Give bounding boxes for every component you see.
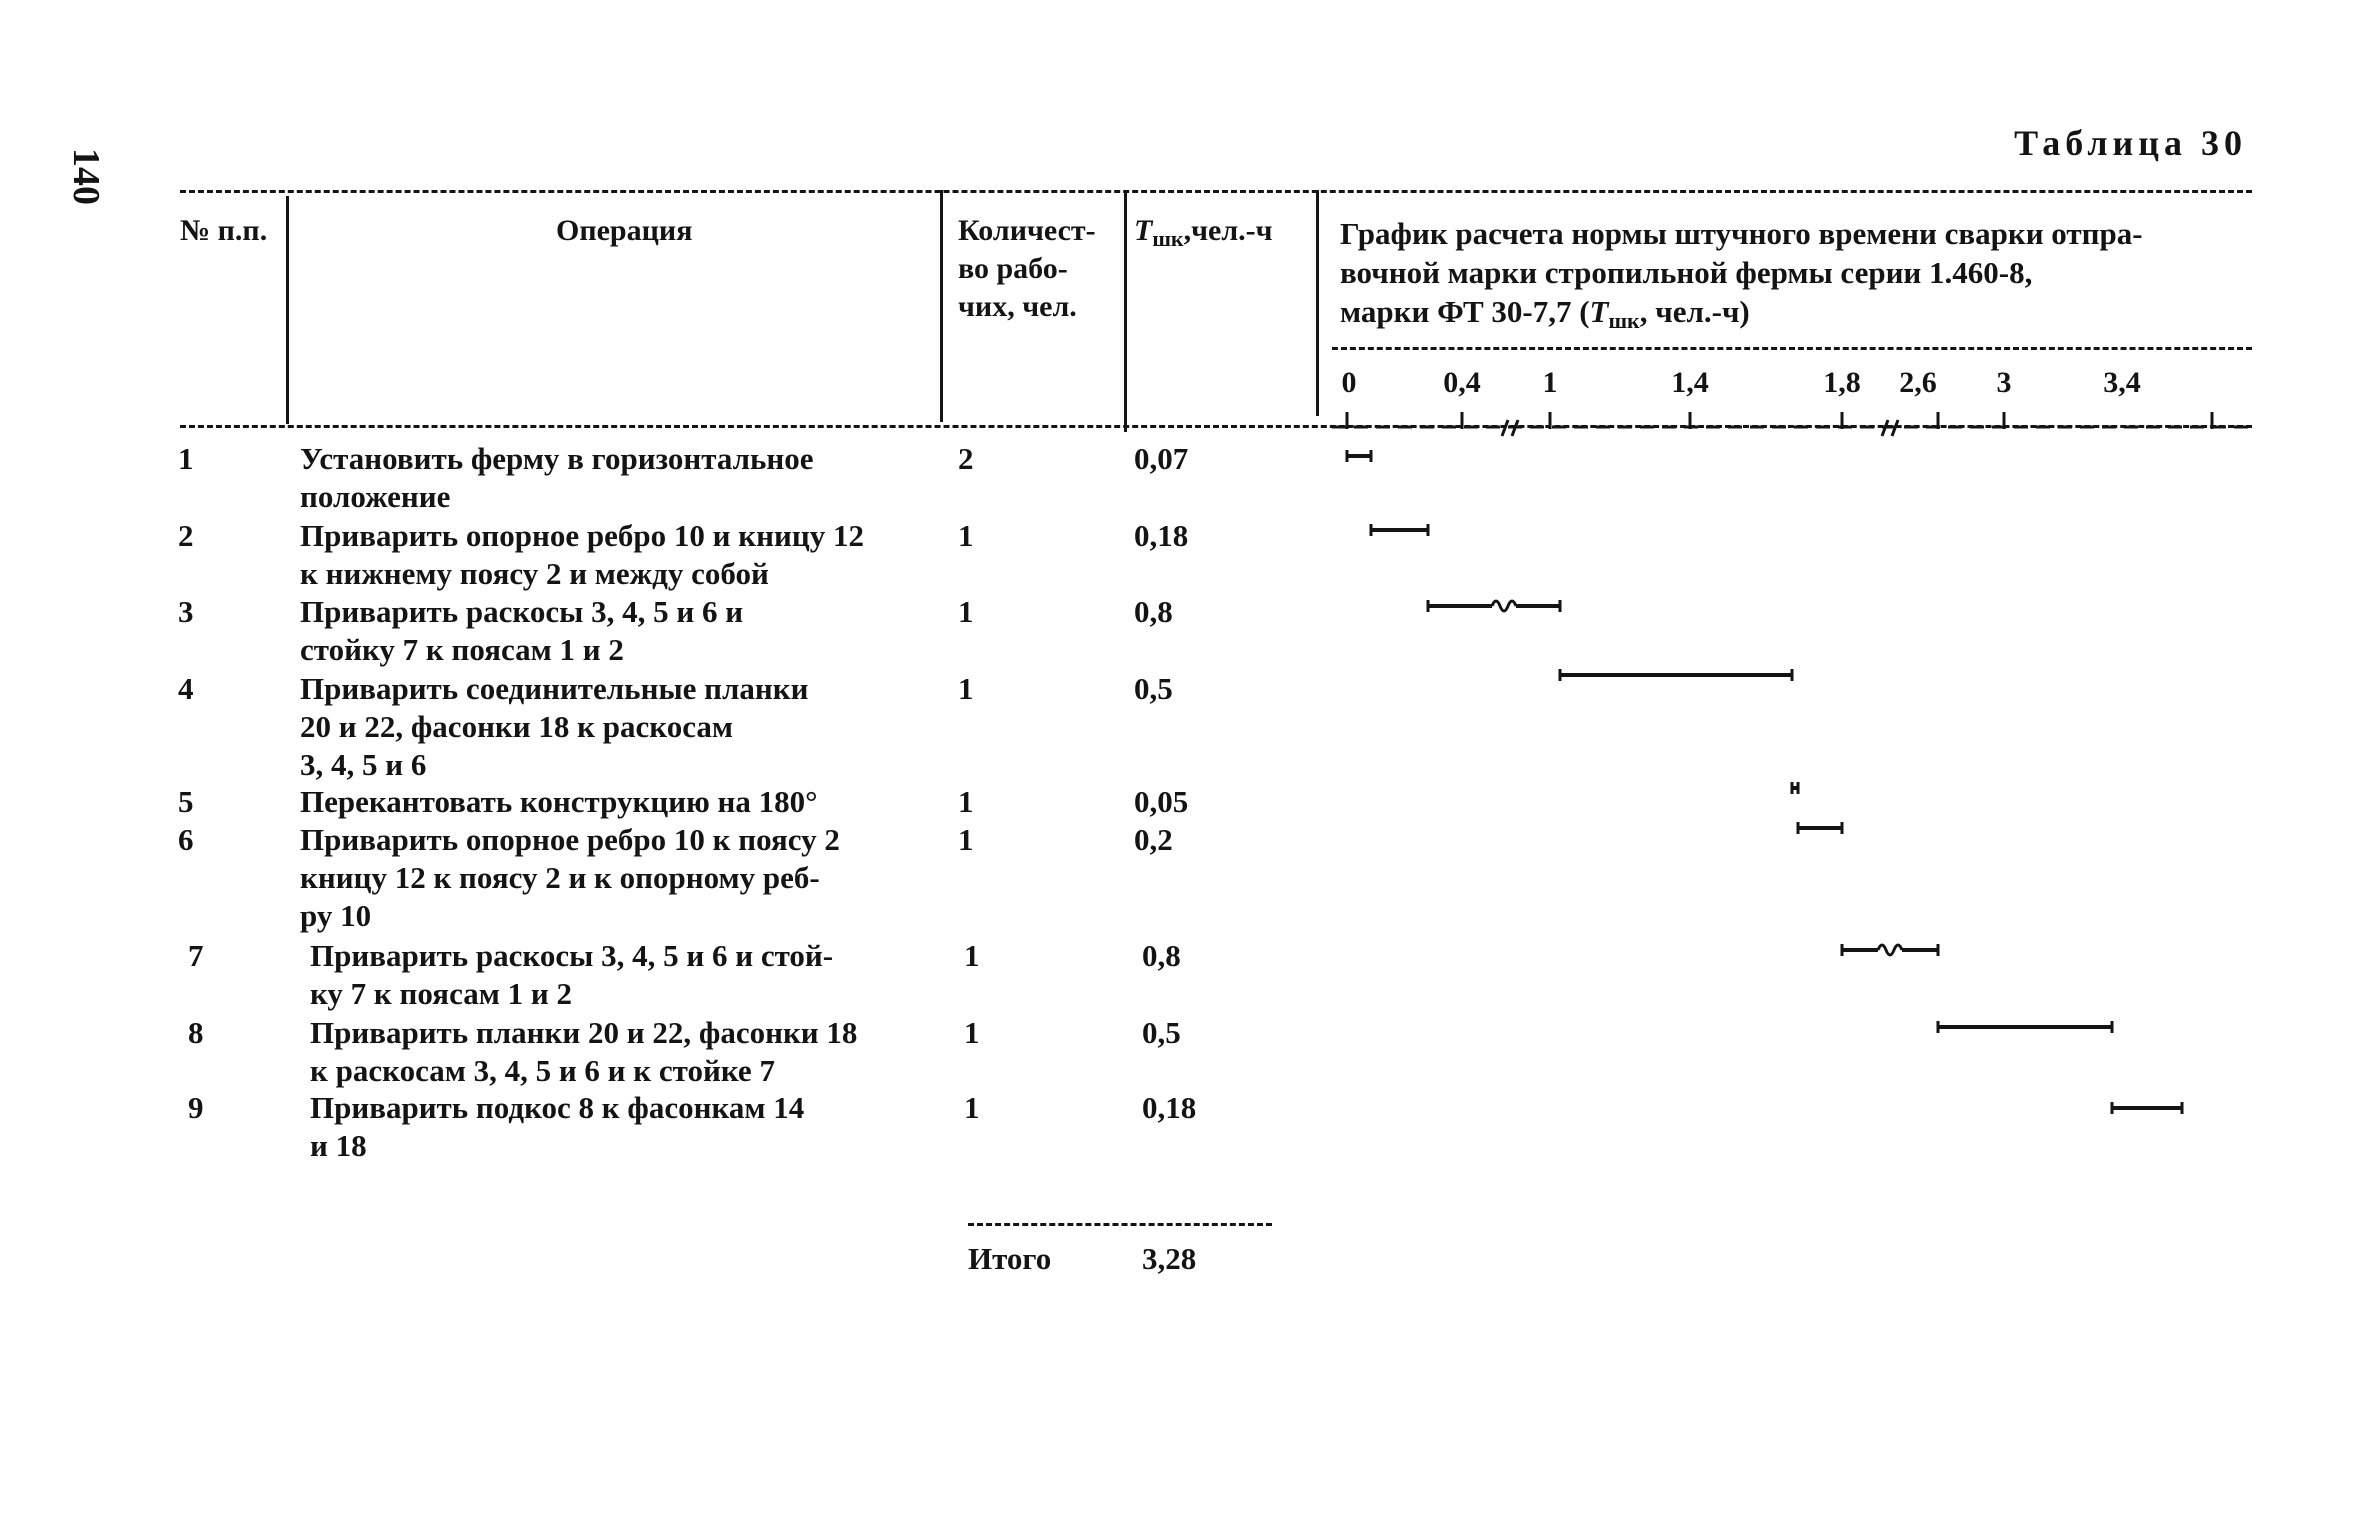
row-number: 6 <box>178 822 194 857</box>
row-operation-line: к раскосам 3, 4, 5 и 6 и к стойке 7 <box>310 1053 775 1088</box>
row-operation <box>300 440 814 516</box>
header-operation: Операция <box>556 214 693 247</box>
total-rule <box>968 1223 1272 1226</box>
row-operation-line: Перекантовать конструкцию на 180° <box>300 784 818 819</box>
row-workers: 1 <box>958 784 974 819</box>
row-operation-line: кницу 12 к поясу 2 и к опорному реб- <box>300 860 820 895</box>
table-title: Таблица 30 <box>2014 123 2247 163</box>
gantt-bar-break <box>1878 945 1902 955</box>
row-time: 0,07 <box>1134 441 1189 476</box>
row-operation <box>310 1014 857 1090</box>
row-workers: 1 <box>964 1090 980 1125</box>
header-time-unit: ,чел.-ч <box>1183 214 1273 247</box>
header-graph-prefix: марки ФТ 30-7,7 ( <box>1340 294 1590 329</box>
row-operation-line: Установить ферму в горизонтальное <box>300 441 814 476</box>
row-operation <box>300 593 743 669</box>
page-number: 140 <box>65 148 107 205</box>
row-operation-line: ку 7 к поясам 1 и 2 <box>310 976 572 1011</box>
row-operation <box>300 821 840 935</box>
row-number: 2 <box>178 518 194 553</box>
row-number: 1 <box>178 441 194 476</box>
header-graph-subscript: шк <box>1608 308 1640 333</box>
row-operation <box>300 783 818 821</box>
row-operation-line: ру 10 <box>300 898 372 933</box>
row-operation <box>300 670 809 784</box>
header-graph-line: вочной марки стропильной фермы серии 1.460-8, <box>1340 255 2033 290</box>
row-operation-line: стойку 7 к поясам 1 и 2 <box>300 632 624 667</box>
header-graph-symbol: T <box>1589 294 1609 329</box>
row-operation-line: Приварить планки 20 и 22, фасонки 18 <box>310 1015 858 1050</box>
axis-tick-label: 3,4 <box>2103 366 2141 399</box>
row-operation <box>300 517 864 593</box>
row-time: 0,5 <box>1134 671 1173 706</box>
header-number: № п.п. <box>180 214 268 247</box>
row-time: 0,05 <box>1134 784 1189 819</box>
row-number: 4 <box>178 671 194 706</box>
row-time: 0,5 <box>1142 1015 1181 1050</box>
header-graph-suffix: , чел.-ч) <box>1639 294 1750 329</box>
row-number: 9 <box>188 1090 204 1125</box>
header-time-symbol: T <box>1134 214 1153 247</box>
axis-tick-label: 1,8 <box>1823 366 1861 399</box>
row-number: 3 <box>178 594 194 629</box>
row-operation-line: Приварить раскосы 3, 4, 5 и 6 и стой- <box>310 938 834 973</box>
row-workers: 1 <box>958 822 974 857</box>
row-number: 7 <box>188 938 204 973</box>
row-time: 0,8 <box>1142 938 1181 973</box>
header-graph-line: График расчета нормы штучного времени сварки отпра- <box>1340 216 2143 251</box>
row-operation-line: к нижнему поясу 2 и между собой <box>300 556 769 591</box>
header-workers-line: чих, чел. <box>958 290 1077 323</box>
row-operation <box>310 937 833 1013</box>
row-operation-line: и 18 <box>310 1128 367 1163</box>
row-operation-line: 20 и 22, фасонки 18 к раскосам <box>300 709 733 744</box>
row-workers: 1 <box>964 938 980 973</box>
row-time: 0,2 <box>1134 822 1173 857</box>
header-workers-line: Количест- <box>958 214 1096 247</box>
axis-tick-label: 1 <box>1542 366 1558 399</box>
row-time: 0,18 <box>1134 518 1189 553</box>
gantt-bar-break <box>1492 601 1516 611</box>
axis-tick-label: 0 <box>1341 366 1357 399</box>
row-workers: 1 <box>958 518 974 553</box>
row-operation-line: 3, 4, 5 и 6 <box>300 747 427 782</box>
row-number: 5 <box>178 784 194 819</box>
row-time: 0,18 <box>1142 1090 1197 1125</box>
header-time-subscript: шк <box>1152 226 1184 251</box>
total-value: 3,28 <box>1142 1241 1197 1276</box>
row-operation-line: положение <box>300 479 451 514</box>
total-label: Итого <box>968 1241 1052 1276</box>
row-operation-line: Приварить подкос 8 к фасонкам 14 <box>310 1090 805 1125</box>
axis-tick-label: 0,4 <box>1443 366 1481 399</box>
row-operation <box>310 1089 804 1165</box>
row-workers: 1 <box>958 594 974 629</box>
row-workers: 1 <box>958 671 974 706</box>
row-workers: 1 <box>964 1015 980 1050</box>
row-operation-line: Приварить соединительные планки <box>300 671 809 706</box>
axis-tick-label: 2,6 <box>1899 366 1937 399</box>
header-workers-line: во рабо- <box>958 252 1068 285</box>
row-time: 0,8 <box>1134 594 1173 629</box>
row-workers: 2 <box>958 441 974 476</box>
row-operation-line: Приварить раскосы 3, 4, 5 и 6 и <box>300 594 744 629</box>
axis-tick-label: 3 <box>1996 366 2012 399</box>
row-operation-line: Приварить опорное ребро 10 и кницу 12 <box>300 518 864 553</box>
axis-tick-label: 1,4 <box>1671 366 1709 399</box>
row-number: 8 <box>188 1015 204 1050</box>
row-operation-line: Приварить опорное ребро 10 к поясу 2 <box>300 822 840 857</box>
